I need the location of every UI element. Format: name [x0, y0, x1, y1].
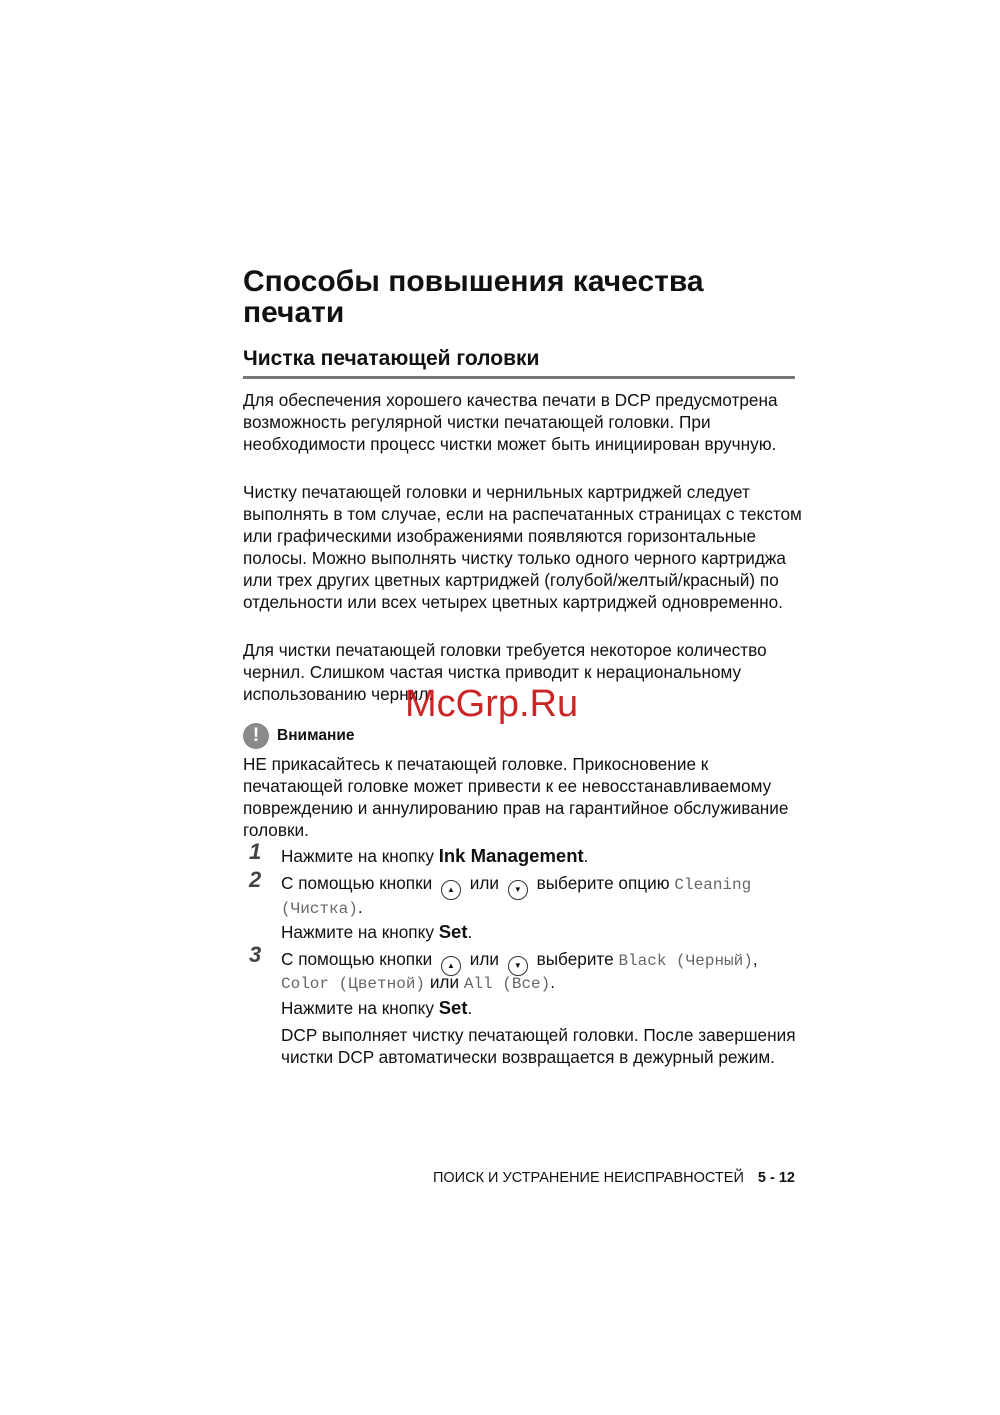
- ink-management-key: Ink Management: [438, 845, 584, 866]
- page-title: Способы повышения качества печати: [243, 265, 704, 329]
- step-number-1: 1: [249, 839, 262, 864]
- section-divider: [243, 376, 795, 379]
- page-footer: [433, 1170, 795, 1186]
- usage-paragraph: Чистку печатающей головки и чернильных картриджей следует выполнять в том случае, если на распечатанных страницах с текстом или графическими изображениями появляются горизонтальные полосы. Можно выполнять чистку только одного черного картриджа или трех других цветных картриджей (голубой/желтый/красный) по отдельности или всех четырех цветных картриджей одновременно.: [243, 482, 802, 612]
- set-key: Set: [438, 921, 468, 942]
- cleaning-option-ru: (Чистка): [281, 900, 358, 918]
- caution-header: [243, 723, 354, 749]
- color-option: Color (Цветной): [281, 975, 426, 993]
- step-2-press-set: Нажмите на кнопку Set.: [281, 921, 473, 942]
- step-number-3: 3: [249, 942, 262, 967]
- caution-text: НЕ прикасайтесь к печатающей головке. Прикосновение к печатающей головке может привести к ее невосстанавливаемому повреждению и аннулированию прав на гарантийное обслуживание головки.: [243, 754, 789, 840]
- section-title: Чистка печатающей головки: [243, 347, 540, 370]
- intro-paragraph: Для обеспечения хорошего качества печати в DCP предусмотрена возможность регулярной чистки печатающей головки. При необходимости процесс чистки может быть инициирован вручную.: [243, 390, 778, 454]
- all-option: All (Все): [463, 975, 551, 993]
- step-2-line-cont: (Чистка).: [281, 897, 363, 918]
- step-2-line: С помощью кнопки ▲ или ▼ выберите опцию Cleaning: [281, 872, 801, 900]
- step-3-line: С помощью кнопки ▲ или ▼ выберите Black (Черный),: [281, 948, 801, 976]
- watermark: McGrp.Ru: [405, 683, 579, 725]
- up-arrow-icon: ▲: [441, 956, 461, 976]
- up-arrow-icon: ▲: [441, 880, 461, 900]
- ink-paragraph: Для чистки печатающей головки требуется некоторое количество чернил. Слишком частая чистка приводит к нерациональному использованию чернил.: [243, 640, 767, 704]
- step-3-result: DCP выполняет чистку печатающей головки. После завершения чистки DCP автоматически возвращается в дежурный режим.: [281, 1025, 796, 1067]
- step-3-line-cont: Color (Цветной) или All (Все).: [281, 972, 556, 993]
- step-1-line: Нажмите на кнопку Ink Management.: [281, 845, 589, 866]
- down-arrow-icon: ▼: [508, 956, 528, 976]
- set-key: Set: [438, 997, 468, 1018]
- step-number-2: 2: [249, 867, 262, 892]
- caution-label: Внимание: [277, 727, 355, 744]
- warning-icon: !: [243, 723, 269, 749]
- black-option: Black (Черный): [618, 952, 753, 970]
- step-3-press-set: Нажмите на кнопку Set.: [281, 997, 473, 1018]
- cleaning-option: Cleaning: [674, 876, 752, 894]
- footer-chapter: ПОИСК И УСТРАНЕНИЕ НЕИСПРАВНОСТЕЙ: [432, 1170, 744, 1186]
- down-arrow-icon: ▼: [508, 880, 528, 900]
- page-number: 5 - 12: [757, 1170, 795, 1186]
